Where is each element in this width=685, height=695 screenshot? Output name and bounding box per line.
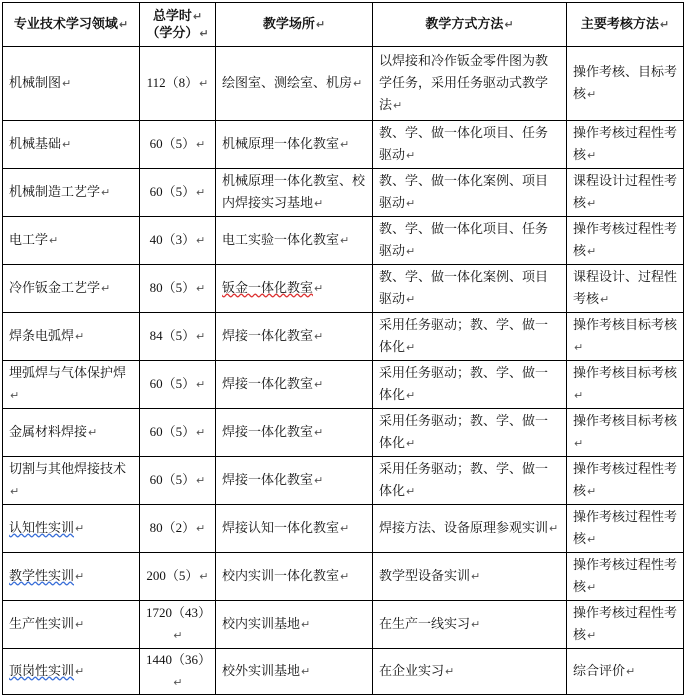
venue-cell: 钣金一体化教室↵ <box>216 265 373 313</box>
field-cell: 埋弧焊与气体保护焊↵ <box>3 361 140 409</box>
assess-cell: 操作考核目标考核↵ <box>567 361 684 409</box>
venue-cell: 绘图室、测绘室、机房↵ <box>216 47 373 121</box>
table-row <box>3 121 684 169</box>
method-cell: 采用任务驱动；教、学、做一体化↵ <box>373 313 567 361</box>
header-hours: 总学时↵ （学分）↵ <box>140 3 216 47</box>
assess-cell: 操作考核过程性考核↵ <box>567 217 684 265</box>
venue-cell: 焊接一体化教室↵ <box>216 409 373 457</box>
header-assess: 主要考核方法↵ <box>567 3 684 47</box>
venue-cell: 校外实训基地↵ <box>216 649 373 695</box>
field-cell: 机械制造工艺学↵ <box>3 169 140 217</box>
table-row <box>3 313 684 361</box>
hours-cell: 112（8）↵ <box>140 47 216 121</box>
assess-cell: 操作考核目标考核↵ <box>567 409 684 457</box>
header-method: 教学方式方法↵ <box>373 3 567 47</box>
hours-cell: 1440（36）↵ <box>140 649 216 695</box>
table-row <box>3 47 684 121</box>
method-cell: 教、学、做一体化案例、项目驱动↵ <box>373 169 567 217</box>
assess-cell: 操作考核过程性考核↵ <box>567 505 684 553</box>
method-cell: 教、学、做一体化项目、任务驱动↵ <box>373 121 567 169</box>
field-cell: 机械基础↵ <box>3 121 140 169</box>
field-cell: 冷作钣金工艺学↵ <box>3 265 140 313</box>
table-row <box>3 361 684 409</box>
method-cell: 教、学、做一体化项目、任务驱动↵ <box>373 217 567 265</box>
table-row <box>3 217 684 265</box>
venue-cell: 机械原理一体化教室↵ <box>216 121 373 169</box>
field-cell: 生产性实训↵ <box>3 601 140 649</box>
table-row <box>3 505 684 553</box>
header-row <box>3 3 684 47</box>
hours-cell: 60（5）↵ <box>140 457 216 505</box>
table-row <box>3 409 684 457</box>
venue-cell: 校内实训一体化教室↵ <box>216 553 373 601</box>
hours-cell: 80（2）↵ <box>140 505 216 553</box>
assess-cell: 综合评价↵ <box>567 649 684 695</box>
hours-cell: 84（5）↵ <box>140 313 216 361</box>
assess-cell: 操作考核过程性考核↵ <box>567 457 684 505</box>
field-cell: 电工学↵ <box>3 217 140 265</box>
field-cell: 认知性实训↵ <box>3 505 140 553</box>
venue-cell: 焊接认知一体化教室↵ <box>216 505 373 553</box>
venue-cell: 焊接一体化教室↵ <box>216 361 373 409</box>
field-cell: 教学性实训↵ <box>3 553 140 601</box>
table-row <box>3 601 684 649</box>
method-cell: 采用任务驱动；教、学、做一体化↵ <box>373 457 567 505</box>
method-cell: 在企业实习↵ <box>373 649 567 695</box>
assess-cell: 课程设计、过程性考核↵ <box>567 265 684 313</box>
table-row <box>3 169 684 217</box>
venue-cell: 电工实验一体化教室↵ <box>216 217 373 265</box>
header-venue: 教学场所↵ <box>216 3 373 47</box>
field-cell: 切割与其他焊接技术↵ <box>3 457 140 505</box>
assess-cell: 课程设计过程性考核↵ <box>567 169 684 217</box>
method-cell: 采用任务驱动；教、学、做一体化↵ <box>373 361 567 409</box>
hours-cell: 40（3）↵ <box>140 217 216 265</box>
field-cell: 金属材料焊接↵ <box>3 409 140 457</box>
assess-cell: 操作考核、目标考核↵ <box>567 47 684 121</box>
hours-cell: 200（5）↵ <box>140 553 216 601</box>
field-cell: 顶岗性实训↵ <box>3 649 140 695</box>
method-cell: 焊接方法、设备原理参观实训↵ <box>373 505 567 553</box>
method-cell: 教学型设备实训↵ <box>373 553 567 601</box>
method-cell: 在生产一线实习↵ <box>373 601 567 649</box>
hours-cell: 60（5）↵ <box>140 361 216 409</box>
table-row <box>3 649 684 695</box>
table-row <box>3 265 684 313</box>
field-cell: 机械制图↵ <box>3 47 140 121</box>
method-cell: 教、学、做一体化案例、项目驱动↵ <box>373 265 567 313</box>
curriculum-table <box>2 2 684 695</box>
assess-cell: 操作考核过程性考核↵ <box>567 601 684 649</box>
assess-cell: 操作考核过程性考核↵ <box>567 553 684 601</box>
venue-cell: 校内实训基地↵ <box>216 601 373 649</box>
hours-cell: 60（5）↵ <box>140 121 216 169</box>
assess-cell: 操作考核目标考核↵ <box>567 313 684 361</box>
table-row <box>3 457 684 505</box>
assess-cell: 操作考核过程性考核↵ <box>567 121 684 169</box>
method-cell: 采用任务驱动；教、学、做一体化↵ <box>373 409 567 457</box>
venue-cell: 机械原理一体化教室、校内焊接实习基地↵ <box>216 169 373 217</box>
header-field: 专业技术学习领域↵ <box>3 3 140 47</box>
venue-cell: 焊接一体化教室↵ <box>216 313 373 361</box>
table-row <box>3 553 684 601</box>
hours-cell: 60（5）↵ <box>140 409 216 457</box>
hours-cell: 1720（43）↵ <box>140 601 216 649</box>
venue-cell: 焊接一体化教室↵ <box>216 457 373 505</box>
method-cell: 以焊接和冷作钣金零件图为教学任务，采用任务驱动式教学法↵ <box>373 47 567 121</box>
field-cell: 焊条电弧焊↵ <box>3 313 140 361</box>
hours-cell: 80（5）↵ <box>140 265 216 313</box>
hours-cell: 60（5）↵ <box>140 169 216 217</box>
